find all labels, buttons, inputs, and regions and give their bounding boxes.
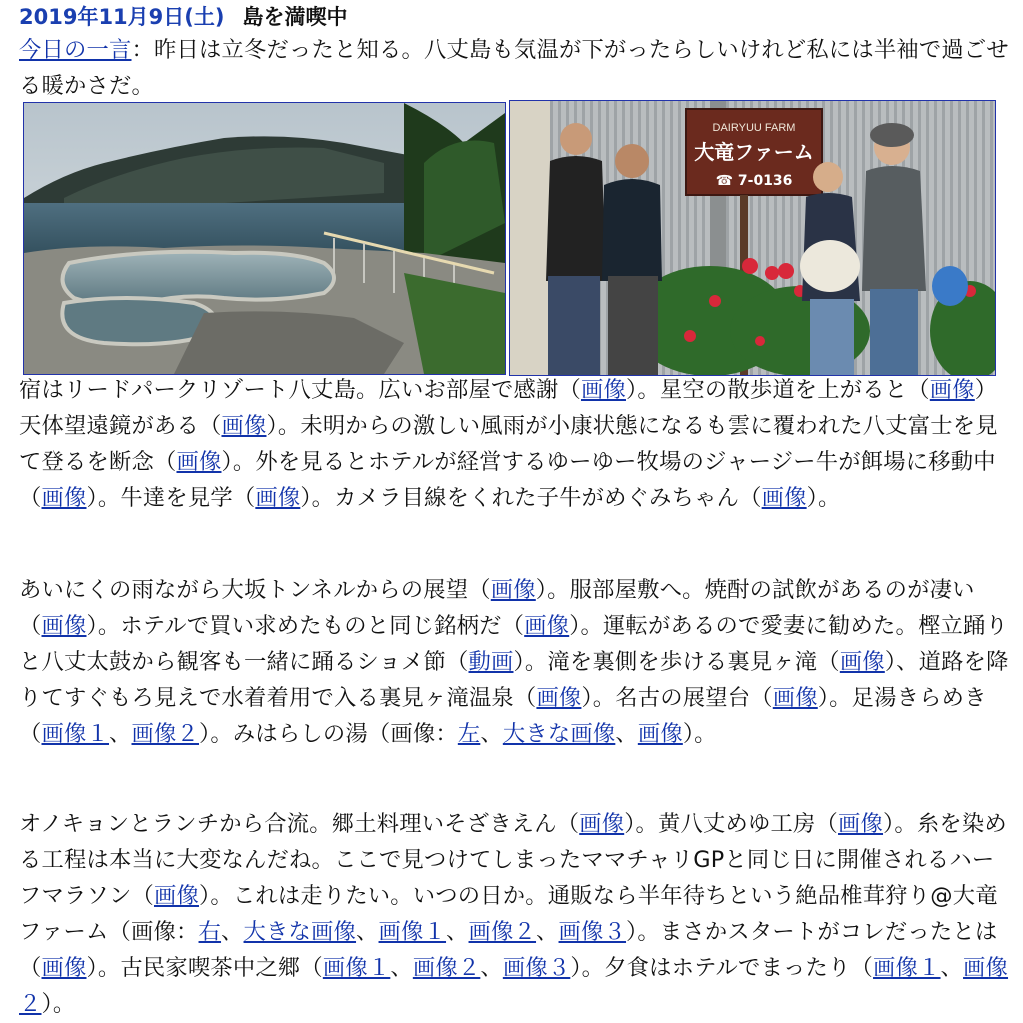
- image-link[interactable]: 画像: [929, 377, 975, 403]
- image-link[interactable]: 画像: [761, 485, 807, 511]
- image-link[interactable]: 画像: [637, 721, 683, 747]
- farm-sign-english: DAIRYUU FARM: [712, 122, 796, 134]
- entry-header: [19, 2, 347, 30]
- onsen-photo-drawing: [24, 103, 505, 374]
- farm-photo-drawing: [510, 101, 995, 375]
- video-link[interactable]: 動画: [468, 649, 514, 675]
- image-link[interactable]: 画像: [41, 955, 87, 981]
- image-link[interactable]: 画像３: [502, 955, 571, 981]
- image-link[interactable]: 画像: [255, 485, 301, 511]
- onsen-photo[interactable]: [23, 102, 506, 375]
- farm-sign-phone: ☎ 7-0136: [715, 173, 793, 189]
- image-link[interactable]: 画像: [838, 811, 884, 837]
- image-link[interactable]: 画像: [41, 485, 87, 511]
- image-link[interactable]: 画像: [490, 577, 536, 603]
- image-link[interactable]: 左: [457, 721, 481, 747]
- image-link[interactable]: 画像２: [468, 919, 537, 945]
- paragraph-1: 宿はリードパークリゾート八丈島。広いお部屋で感謝（画像）。星空の散歩道を上がると（画像）天体望遠鏡がある（画像）。未明からの激しい風雨が小康状態になるも雲に覆われた八丈富士を見て登るを断念（画像）。外を見るとホテルが経営するゆーゆー牧場のジャージー牛が餌場に移動中（画像）。牛達を見学（画像）。カメラ目線をくれた子牛がめぐみちゃん（画像）。: [19, 377, 998, 511]
- image-link[interactable]: 画像: [536, 685, 582, 711]
- image-link[interactable]: 大きな画像: [243, 919, 357, 945]
- image-link[interactable]: 右: [198, 919, 222, 945]
- image-link[interactable]: 画像: [153, 883, 199, 909]
- image-link[interactable]: 画像１: [322, 955, 391, 981]
- entry-title: 島を満喫中: [242, 5, 348, 29]
- paragraph-3: オノキョンとランチから合流。郷土料理いそざきえん（画像）。黄八丈めゆ工房（画像）。糸を染める工程は本当に大変なんだね。ここで見つけてしまったママチャリGPと同じ日に開催されるハーフマラソン（画像）。これは走りたい。いつの日か。通販なら半年待ちという絶品椎茸狩り@大竜ファーム（画像：右、大きな画像、画像１、画像２、画像３）。まさかスタートがコレだったとは（画像）。古民家喫茶中之郷（画像１、画像２、画像３）。夕食はホテルでまったり（画像１、画像２）。: [19, 811, 1009, 1017]
- farm-sign-japanese: 大竜ファーム: [694, 140, 814, 164]
- image-link[interactable]: 大きな画像: [502, 721, 616, 747]
- image-link[interactable]: 画像３: [558, 919, 627, 945]
- image-link[interactable]: 画像: [221, 413, 267, 439]
- paragraph-2: あいにくの雨ながら大坂トンネルからの展望（画像）。服部屋敷へ。焼酎の試飲があるのが凄い（画像）。ホテルで買い求めたものと同じ銘柄だ（画像）。運転があるので愛妻に勧めた。樫立踊りと八丈太鼓から観客も一緒に踊るショメ節（動画）。滝を裏側を歩ける裏見ヶ滝（画像）、道路を降りてすぐもろ見えで水着着用で入る裏見ヶ滝温泉（画像）。名古の展望台（画像）。足湯きらめき（画像１、画像２）。みはらしの湯（画像：左、大きな画像、画像）。: [19, 577, 1009, 747]
- image-link[interactable]: 画像: [524, 613, 570, 639]
- image-link[interactable]: 画像: [579, 811, 625, 837]
- farm-photo[interactable]: [509, 100, 996, 376]
- entry-date: 2019年11月9日(土): [19, 5, 225, 29]
- image-link[interactable]: 画像２: [412, 955, 481, 981]
- image-link[interactable]: 画像: [839, 649, 885, 675]
- image-link[interactable]: 画像: [580, 377, 626, 403]
- image-link[interactable]: 画像: [41, 613, 87, 639]
- image-link[interactable]: 画像１: [873, 955, 941, 981]
- hitokoto-link[interactable]: 今日の一言: [19, 37, 132, 63]
- image-link[interactable]: 画像: [176, 449, 222, 475]
- image-link[interactable]: 画像: [772, 685, 818, 711]
- image-link[interactable]: 画像２: [131, 721, 199, 747]
- image-link[interactable]: 画像２: [19, 955, 1009, 1017]
- image-link[interactable]: 画像１: [378, 919, 447, 945]
- hitokoto-text: ：昨日は立冬だったと知る。八丈島も気温が下がったらしいけれど私には半袖で過ごせる暖かさだ。: [19, 37, 1009, 99]
- hitokoto-paragraph: [19, 32, 1009, 104]
- image-link[interactable]: 画像１: [41, 721, 109, 747]
